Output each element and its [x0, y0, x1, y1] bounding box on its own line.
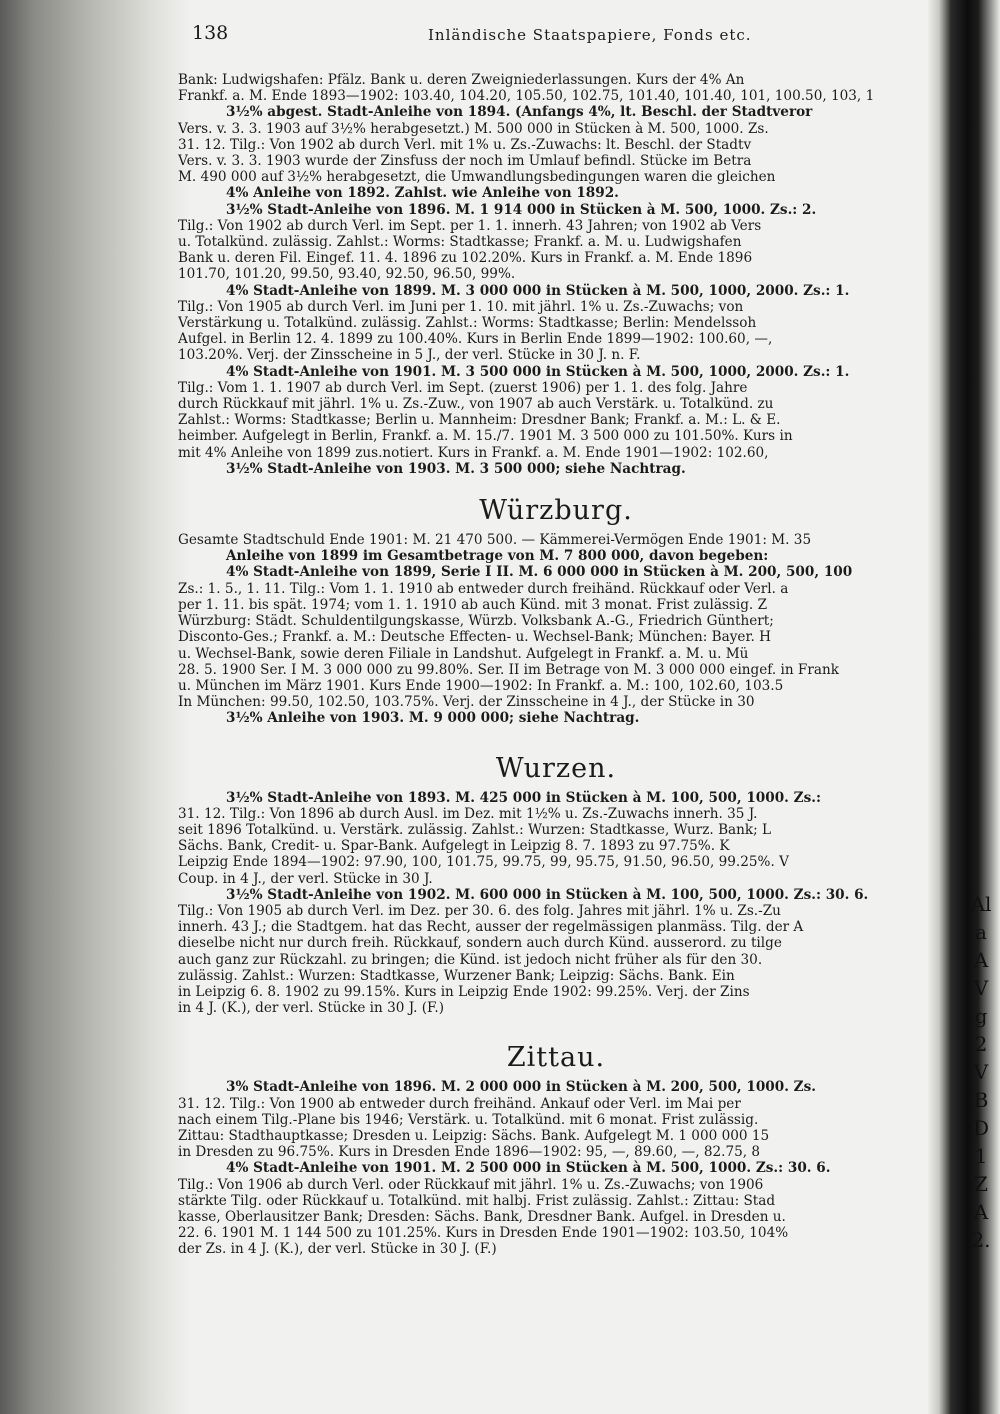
text-block [178, 1079, 934, 1257]
text-line: 3½% Stadt-Anleihe von 1903. M. 3 500 000; siehe Nachtrag. [226, 460, 686, 477]
text-line: kasse, Oberlausitzer Bank; Dresden: Sächs. Bank, Dresdner Bank. Aufgel. in Dresden u. [178, 1208, 786, 1225]
section [178, 495, 934, 726]
margin-letter: a [975, 920, 987, 944]
text-line: dieselbe nicht nur durch freih. Rückkauf, sondern auch durch Künd. ausserord. zu tilge [178, 935, 782, 952]
text-line: 3½% Anleihe von 1903. M. 9 000 000; siehe Nachtrag. [226, 710, 640, 727]
text-line: Würzburg: Städt. Schuldentilgungskasse, Würzb. Volksbank A.-G., Friedrich Günthert; [178, 613, 774, 630]
section [178, 1042, 934, 1257]
text-line: Tilg.: Von 1902 ab durch Verl. im Sept. per 1. 1. innerh. 43 Jahren; von 1902 ab Vers [178, 217, 762, 234]
text-line: 4% Stadt-Anleihe von 1901. M. 3 500 000 in Stücken à M. 500, 1000, 2000. Zs.: 1. [226, 363, 850, 380]
section [178, 72, 934, 477]
margin-letter: g [974, 1004, 988, 1028]
text-line: 4% Stadt-Anleihe von 1899, Serie I II. M. 6 000 000 in Stücken à M. 200, 500, 100 [226, 564, 853, 581]
city-heading: Würzburg. [479, 495, 633, 527]
running-title: Inländische Staatspapiere, Fonds etc. [428, 26, 752, 44]
text-line: 3% Stadt-Anleihe von 1896. M. 2 000 000 in Stücken à M. 200, 500, 1000. Zs. [226, 1079, 816, 1096]
text-line: Zs.: 1. 5., 1. 11. Tilg.: Vom 1. 1. 1910 ab entweder durch freihänd. Rückkauf oder Verl. a [178, 580, 789, 597]
text-line: heimber. Aufgelegt in Berlin, Frankf. a. M. 15./7. 1901 M. 3 500 000 zu 101.50%. Kurs in [178, 428, 793, 445]
city-heading: Zittau. [506, 1042, 606, 1074]
text-block [178, 532, 934, 726]
scan-shadow-left [0, 0, 190, 1414]
text-line: Bank: Ludwigshafen: Pfälz. Bank u. deren Zweigniederlassungen. Kurs der 4% An [178, 72, 745, 88]
text-block [178, 790, 934, 1017]
text-line: auch ganz zur Rückzahl. zu bringen; die Künd. ist jedoch nicht früher als für den 30. [178, 951, 763, 968]
text-line: 22. 6. 1901 M. 1 144 500 zu 101.25%. Kurs in Dresden Ende 1901—1902: 103.50, 104% [178, 1225, 789, 1242]
page-header [192, 22, 782, 50]
text-line: Vers. v. 3. 3. 1903 auf 3½% herabgesetzt.) M. 500 000 in Stücken à M. 500, 1000. Zs. [178, 120, 769, 137]
text-line: u. Wechsel-Bank, sowie deren Filiale in Landshut. Aufgelegt in Frankf. a. M. u. Mü [178, 645, 749, 662]
text-line: Leipzig Ende 1894—1902: 97.90, 100, 101.75, 99.75, 99, 95.75, 91.50, 96.50, 99.25%. V [178, 854, 789, 871]
margin-letter: Al [970, 892, 992, 916]
text-line: 31. 12. Tilg.: Von 1896 ab durch Ausl. im Dez. mit 1½% u. Zs.-Zuwachs innerh. 35 J. [178, 805, 758, 822]
margin-letter: V [973, 976, 989, 1000]
text-line: Zahlst.: Worms: Stadtkasse; Berlin u. Mannheim: Dresdner Bank; Frankf. a. M.: L. & E. [178, 412, 781, 429]
page-number: 138 [192, 22, 229, 44]
text-line: per 1. 11. bis spät. 1974; vom 1. 1. 1910 ab auch Künd. mit 3 monat. Frist zulässig. Z [178, 596, 768, 613]
text-line: stärkte Tilg. oder Rückkauf u. Totalkünd. mit halbj. Frist zulässig. Zahlst.: Zittau: Stad [178, 1192, 776, 1209]
section [178, 753, 934, 1017]
text-line: Frankf. a. M. Ende 1893—1902: 103.40, 104.20, 105.50, 102.75, 101.40, 101.40, 101, 100.50, 103, 1 [178, 88, 875, 105]
text-line: 3½% Stadt-Anleihe von 1902. M. 600 000 in Stücken à M. 100, 500, 1000. Zs.: 30. 6. [226, 886, 869, 903]
text-line: Gesamte Stadtschuld Ende 1901: M. 21 470 500. — Kämmerei-Vermögen Ende 1901: M. 35 [178, 532, 812, 549]
margin-letter: B [973, 1088, 989, 1112]
text-line: In München: 99.50, 102.50, 103.75%. Verj. der Zinsscheine in 4 J., der Stücke in 30 [178, 694, 755, 711]
text-line: mit 4% Anleihe von 1899 zus.notiert. Kurs in Frankf. a. M. Ende 1901—1902: 102.60, [178, 444, 769, 461]
text-line: 3½% abgest. Stadt-Anleihe von 1894. (Anfangs 4%, lt. Beschl. der Stadtveror [226, 104, 813, 121]
text-line: u. Totalkünd. zulässig. Zahlst.: Worms: Stadtkasse; Frankf. a. M. u. Ludwigshafen [178, 234, 742, 251]
text-line: 28. 5. 1900 Ser. I M. 3 000 000 zu 99.80%. Ser. II im Betrage von M. 3 000 000 eingef. in Frank [178, 661, 839, 678]
text-line: 3½% Stadt-Anleihe von 1893. M. 425 000 in Stücken à M. 100, 500, 1000. Zs.: [226, 789, 821, 806]
margin-letter: A [973, 948, 989, 972]
text-line: Coup. in 4 J., der verl. Stücke in 30 J. [178, 870, 433, 887]
text-line: in Dresden zu 96.75%. Kurs in Dresden Ende 1896—1902: 95, —, 89.60, —, 82.75, 8 [178, 1144, 761, 1161]
text-line: 4% Stadt-Anleihe von 1899. M. 3 000 000 in Stücken à M. 500, 1000, 2000. Zs.: 1. [226, 282, 850, 299]
text-line: Zittau: Stadthauptkasse; Dresden u. Leipzig: Sächs. Bank. Aufgelegt M. 1 000 000 15 [178, 1127, 770, 1144]
text-line: der Zs. in 4 J. (K.), der verl. Stücke in 30 J. (F.) [178, 1241, 497, 1258]
text-line: nach einem Tilg.-Plane bis 1946; Verstärk. u. Totalkünd. mit 6 monat. Frist zulässig. [178, 1111, 759, 1128]
margin-letter: 1 [974, 1144, 988, 1168]
text-line: Disconto-Ges.; Frankf. a. M.: Deutsche Effecten- u. Wechsel-Bank; München: Bayer. H [178, 629, 771, 646]
margin-letter: D [972, 1116, 990, 1140]
text-line: Bank u. deren Fil. Eingef. 11. 4. 1896 zu 102.20%. Kurs in Frankf. a. M. Ende 1896 [178, 250, 753, 267]
margin-letter: 2 [974, 1032, 988, 1056]
text-line: 4% Anleihe von 1892. Zahlst. wie Anleihe von 1892. [226, 185, 619, 202]
text-line: Tilg.: Vom 1. 1. 1907 ab durch Verl. im Sept. (zuerst 1906) per 1. 1. des folg. Jahre [178, 379, 748, 396]
margin-letter: A [973, 1200, 989, 1224]
margin-letter: 2. [971, 1228, 991, 1252]
text-line: 31. 12. Tilg.: Von 1902 ab durch Verl. mit 1% u. Zs.-Zuwachs: lt. Beschl. der Stadtv [178, 136, 752, 153]
text-line: Anleihe von 1899 im Gesamtbetrage von M. 7 800 000, davon begeben: [226, 548, 769, 565]
text-line: 3½% Stadt-Anleihe von 1896. M. 1 914 000 in Stücken à M. 500, 1000. Zs.: 2. [226, 201, 817, 218]
page-body [178, 72, 934, 1258]
text-line: Verstärkung u. Totalkünd. zulässig. Zahlst.: Worms: Stadtkasse; Berlin: Mendelssoh [178, 315, 757, 332]
text-line: 4% Stadt-Anleihe von 1901. M. 2 500 000 in Stücken à M. 500, 1000. Zs.: 30. 6. [226, 1160, 831, 1177]
text-line: in 4 J. (K.), der verl. Stücke in 30 J. (F.) [178, 1000, 444, 1017]
text-line: innerh. 43 J.; die Stadtgem. hat das Recht, ausser der regelmässigen planmäss. Tilg. der A [178, 919, 804, 936]
text-line: zulässig. Zahlst.: Wurzen: Stadtkasse, Wurzener Bank; Leipzig: Sächs. Bank. Ein [178, 967, 735, 984]
text-line: Tilg.: Von 1906 ab durch Verl. oder Rückkauf mit jährl. 1% u. Zs.-Zuwachs; von 1906 [178, 1176, 764, 1193]
text-line: seit 1896 Totalkünd. u. Verstärk. zulässig. Zahlst.: Wurzen: Stadtkasse, Wurz. Bank; L [178, 821, 772, 838]
margin-letter: V [973, 1060, 989, 1084]
margin-letter: Z [974, 1172, 988, 1196]
text-line: 31. 12. Tilg.: Von 1900 ab entweder durch freihänd. Ankauf oder Verl. im Mai per [178, 1095, 741, 1112]
text-line: M. 490 000 auf 3½% herabgesetzt, die Umwandlungsbedingungen waren die gleichen [178, 169, 776, 186]
city-heading: Wurzen. [495, 752, 617, 784]
text-line: in Leipzig 6. 8. 1902 zu 99.15%. Kurs in Leipzig Ende 1902: 99.25%. Verj. der Zins [178, 983, 750, 1000]
text-line: 101.70, 101.20, 99.50, 93.40, 92.50, 96.50, 99%. [178, 266, 516, 283]
text-line: Vers. v. 3. 3. 1903 wurde der Zinsfuss der noch im Umlauf befindl. Stücke im Betra [178, 153, 752, 170]
text-line: 103.20%. Verj. der Zinsscheine in 5 J., der verl. Stücke in 30 J. n. F. [178, 347, 641, 364]
text-line: u. München im März 1901. Kurs Ende 1900—1902: In Frankf. a. M.: 100, 102.60, 103.5 [178, 677, 784, 694]
text-line: Sächs. Bank, Credit- u. Spar-Bank. Aufgelegt in Leipzig 8. 7. 1893 zu 97.75%. K [178, 838, 730, 855]
text-line: Aufgel. in Berlin 12. 4. 1899 zu 100.40%. Kurs in Berlin Ende 1899—1902: 100.60, —, [178, 331, 773, 348]
text-block [178, 72, 934, 477]
text-line: durch Rückkauf mit jährl. 1% u. Zs.-Zuw., von 1907 ab auch Verstärk. u. Totalkünd. zu [178, 396, 774, 413]
text-line: Tilg.: Von 1905 ab durch Verl. im Dez. per 30. 6. des folg. Jahres mit jährl. 1% u. Zs.-Zu [178, 902, 781, 919]
text-line: Tilg.: Von 1905 ab durch Verl. im Juni per 1. 10. mit jährl. 1% u. Zs.-Zuwachs; von [178, 298, 744, 315]
margin-letters [968, 890, 994, 1254]
